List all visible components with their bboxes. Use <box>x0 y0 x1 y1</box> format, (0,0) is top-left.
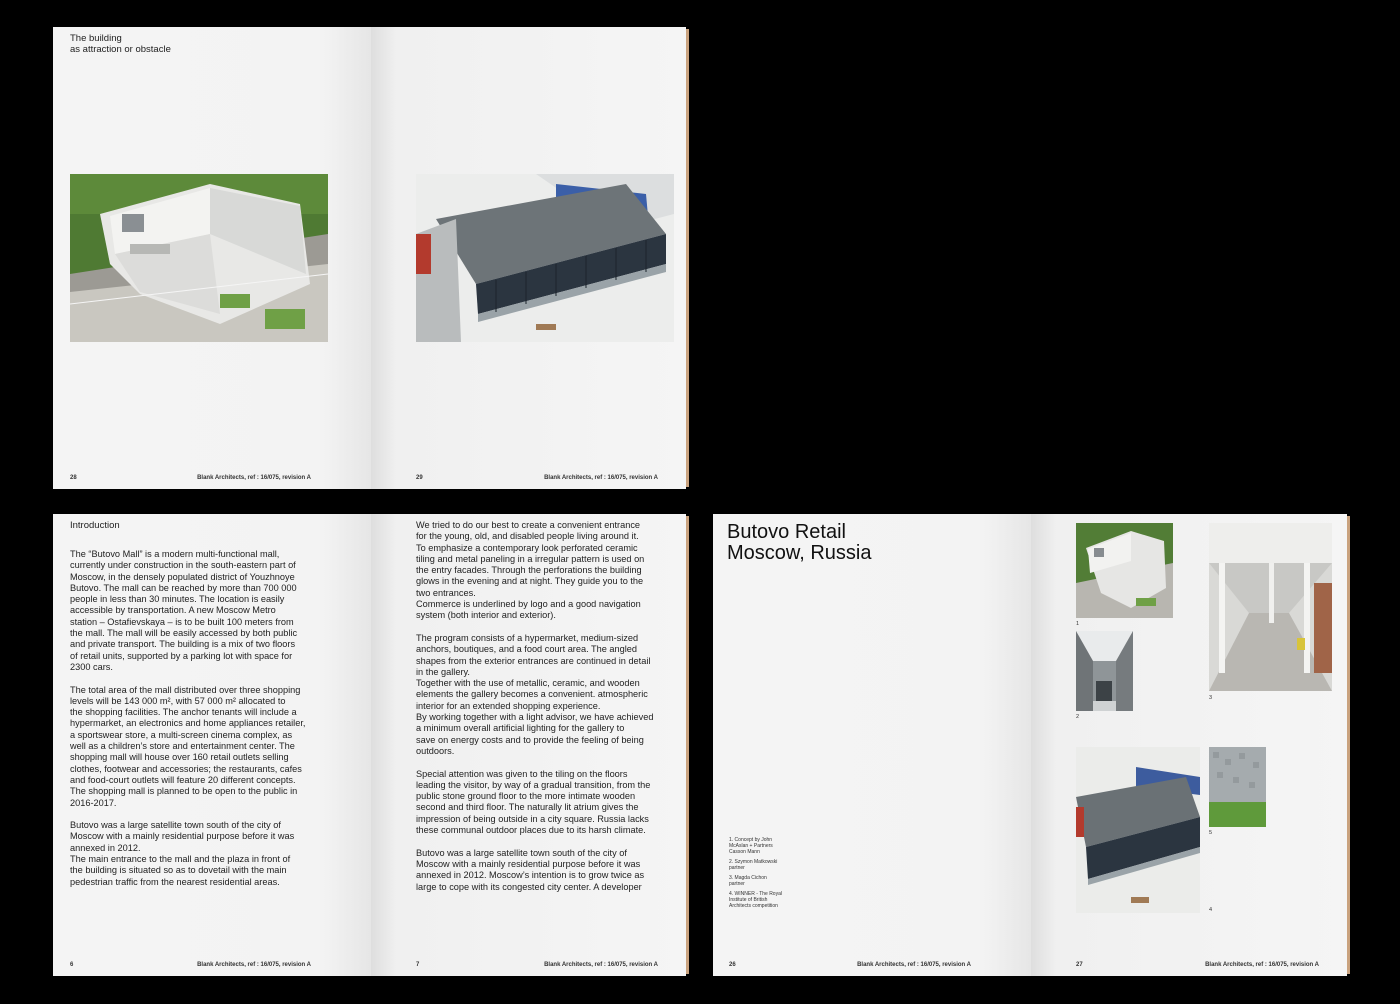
page-number: 7 <box>416 962 420 968</box>
atrium-interior-thumb <box>1076 631 1133 711</box>
page-number: 27 <box>1076 962 1083 968</box>
page-number: 28 <box>70 475 77 481</box>
page-credit: Blank Architects, ref : 16/075, revision A <box>197 475 311 481</box>
spread-pages-6-7 <box>53 514 686 976</box>
photo-caption-5: 5 <box>1209 830 1213 836</box>
project-title: Butovo Retail Moscow, Russia <box>727 521 872 564</box>
spread-pages-28-29 <box>53 27 686 489</box>
spread-pages-26-27 <box>713 514 1347 976</box>
paragraph: The total area of the mall distributed over three shopping levels will be 143 000 m², with 57 000 m² allocated to the shopping facilities. The anchor tenants will include a hypermarket, an electronics and home appliances retailer, a sportswear store, a multi-screen cinema complex, as well as a children’s store and entertainment center. The shopping mall will house over 160 retail outlets selling clothes, footwear and accessories; the restaurants, cafes and food-court outlets will feature 20 different concepts. The shopping mall is planned to be open to the public in 2016-2017. <box>70 684 306 808</box>
project-notes <box>729 837 809 913</box>
building-aerial-photo <box>70 174 328 342</box>
section-title: The building as attraction or obstacle <box>70 33 171 55</box>
page-29 <box>371 27 686 489</box>
intro-text-column-2 <box>416 520 684 904</box>
page-credit: Blank Architects, ref : 16/075, revision A <box>544 962 658 968</box>
roof-structure-photo <box>416 174 674 342</box>
page-26 <box>713 514 1031 976</box>
photo-caption-3: 3 <box>1209 695 1213 701</box>
page-number: 26 <box>729 962 736 968</box>
paragraph: We tried to do our best to create a convenient entrance for the young, old, and disabled people living around it. To emphasize a contemporary look perforated ceramic tiling and metal paneling in a irregular pattern is used on the entry facades. Through the perforations the building glows in the evening and at night. They guide you to the two entrances. Commerce is underlined by logo and a good navigation system (both interior and exterior). <box>416 520 645 621</box>
paragraph: The “Butovo Mall” is a modern multi-functional mall, currently under construction in the south-eastern part of Moscow, in the densely populated district of Youzhnoye Butovo. The mall can be reached by more than 700 000 people in less than 30 minutes. The location is easily accessible by transportation. A new Moscow Metro station – Ostafievskaya – is to be built 100 meters from the mall. The mall will be easily accessed by both public and private transport. The building is a mix of two floors of retail units, supported by a parking lot with space for 2300 cars. <box>70 549 298 672</box>
note-item: 4. WINNER - The Royal Institute of British Architects competition <box>729 891 782 909</box>
photo-caption-1: 1 <box>1076 621 1080 627</box>
page-credit: Blank Architects, ref : 16/075, revision A <box>544 475 658 481</box>
photo-caption-4: 4 <box>1209 907 1213 913</box>
paragraph: Special attention was given to the tiling on the floors leading the visitor, by way of a gradual transition, from the public stone ground floor to the more intimate wooden second and third floor. The naturally lit atrium gives the impression of being outside in a city square. Russia lacks these communal outdoor places due to its harsh climate. <box>416 768 651 836</box>
facade-detail-thumb <box>1209 747 1266 827</box>
page-7 <box>371 514 686 976</box>
page-number: 6 <box>70 962 74 968</box>
intro-text-column <box>70 549 360 899</box>
photo-caption-2: 2 <box>1076 714 1080 720</box>
gallery-photo-4 <box>1076 747 1200 913</box>
paragraph: Butovo was a large satellite town south of the city of Moscow with a mainly residential purpose before it was annexed in 2012. The main entrance to the mall and the plaza in front of the building is situated so as to dovetail with the main pedestrian traffic from the nearest residential areas. <box>70 820 295 887</box>
note-item: 2. Szymon Matkowski partner <box>729 859 778 871</box>
building-aerial-thumb <box>1076 523 1173 618</box>
page-credit: Blank Architects, ref : 16/075, revision A <box>1205 962 1319 968</box>
page-27 <box>1031 514 1347 976</box>
page-number: 29 <box>416 475 423 481</box>
page-credit: Blank Architects, ref : 16/075, revision A <box>197 962 311 968</box>
gallery-photo-5 <box>1209 747 1266 827</box>
gallery-photo-3 <box>1209 523 1332 691</box>
building-aerial-illustration <box>70 174 328 342</box>
gallery-photo-2 <box>1076 631 1133 711</box>
page-28 <box>53 27 371 489</box>
paragraph: The program consists of a hypermarket, medium-sized anchors, boutiques, and a food court area. The angled shapes from the exterior entrances are continued in detail in the gallery. Together with the use of metallic, ceramic, and wooden elements the gallery becomes a convenient. atmospheric interior for an extended shopping experience. By working together with a light advisor, we have achieved a minimum overall artificial lighting for the gallery to save on energy costs and to provide the feeling of being outdoors. <box>416 632 654 756</box>
page-6 <box>53 514 371 976</box>
gallery-corridor-thumb <box>1209 523 1332 691</box>
note-item: 1. Concept by John McAslan + Partners Casson Mann <box>729 837 773 855</box>
page-credit: Blank Architects, ref : 16/075, revision A <box>857 962 971 968</box>
paragraph: Butovo was a large satellite town south of the city of Moscow with a mainly residential purpose before it was annexed in 2012. Moscow’s intention is to grow twice as large to cope with its congested city center. A developer <box>416 847 645 892</box>
gallery-photo-1 <box>1076 523 1173 618</box>
roof-structure-thumb <box>1076 747 1200 913</box>
section-title: Introduction <box>70 520 120 531</box>
note-item: 3. Magda Cichon partner <box>729 875 767 887</box>
roof-structure-illustration <box>416 174 674 342</box>
